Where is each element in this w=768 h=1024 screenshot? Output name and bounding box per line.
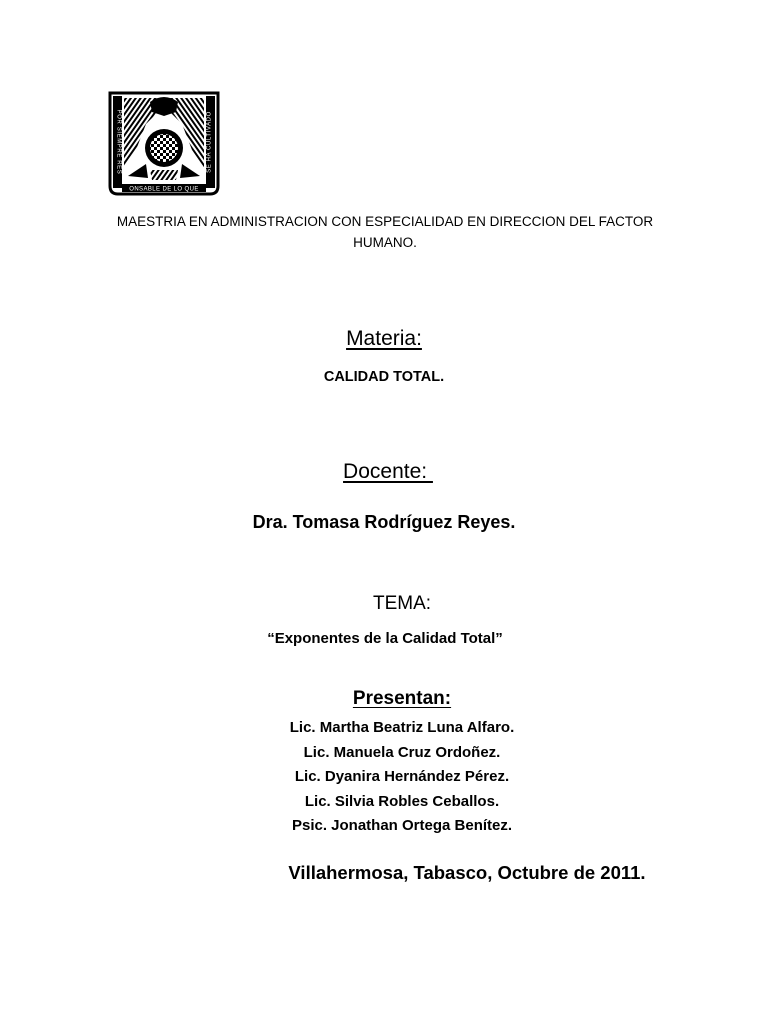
university-crest-icon: [106, 90, 222, 196]
svg-text:ONSABLE DE LO QUE: ONSABLE DE LO QUE: [129, 186, 199, 193]
docente-name: Dra. Tomasa Rodríguez Reyes.: [252, 512, 516, 532]
presenter-name: Lic. Manuela Cruz Ordoñez.: [303, 743, 501, 761]
presenter-list: [0, 716, 768, 839]
svg-text:SE HA CULTIVADO: SE HA CULTIVADO: [206, 111, 213, 173]
presenter-name: Lic. Dyanira Hernández Pérez.: [294, 768, 510, 785]
presenter-name: Psic. Jonathan Ortega Benítez.: [291, 817, 513, 834]
svg-text:POR SIEMPRE RES: POR SIEMPRE RES: [115, 109, 122, 175]
place-and-date: Villahermosa, Tabasco, Octubre de 2011.: [288, 862, 646, 883]
materia-heading: Materia:: [346, 327, 422, 350]
tema-heading: TEMA:: [372, 593, 432, 614]
program-title: MAESTRIA EN ADMINISTRACION CON ESPECIALIDAD EN DIRECCION DEL FACTOR HUMANO.: [116, 214, 654, 250]
tema-title: “Exponentes de la Calidad Total”: [267, 630, 503, 647]
presentan-heading: Presentan:: [352, 688, 452, 709]
materia-value: CALIDAD TOTAL.: [323, 369, 445, 385]
presenter-name: Lic. Martha Beatriz Luna Alfaro.: [289, 719, 515, 736]
presenter-name: Lic. Silvia Robles Ceballos.: [304, 792, 500, 810]
docente-heading: Docente:: [343, 460, 433, 483]
